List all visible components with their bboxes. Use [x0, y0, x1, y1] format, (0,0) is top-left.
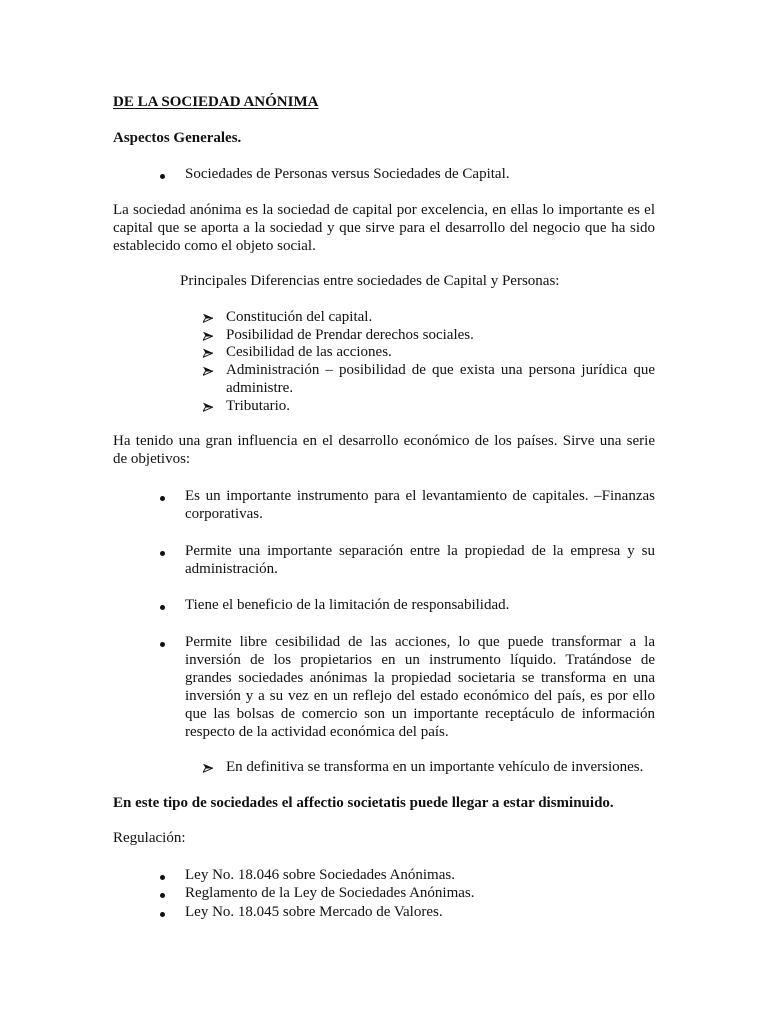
paragraph-line: Ha tenido una gran influencia en el desarrollo económico de los países. Sirve una serie [113, 433, 655, 449]
item-text: Ley No. 18.046 sobre Sociedades Anónimas. [185, 867, 455, 883]
arrow-bullet-icon [203, 763, 213, 773]
item-text: Ley No. 18.045 sobre Mercado de Valores. [185, 904, 443, 920]
item-text: En definitiva se transforma en un importante vehículo de inversiones. [226, 759, 644, 775]
arrow-bullet-icon [203, 348, 213, 358]
item-text: Permite libre cesibilidad de las acciones, lo que puede transformar a la [185, 634, 655, 650]
item-text: Posibilidad de Prendar derechos sociales. [226, 327, 474, 343]
arrow-bullet-icon [203, 313, 213, 323]
item-text: respecto de la actividad económica del país. [185, 723, 449, 740]
paragraph-line: de objetivos: [113, 450, 191, 467]
paragraph-influence [113, 433, 655, 469]
objective-item [185, 543, 655, 579]
paragraph-line: capital que se aporta a la sociedad y que sirve para el desarrollo del negocio que ha sido [113, 219, 655, 236]
bullet-dot-icon [160, 496, 165, 501]
difference-item [226, 398, 655, 416]
item-text: Administración – posibilidad de que exista una persona jurídica que [226, 362, 655, 378]
item-text: Tributario. [226, 398, 291, 414]
item-text: inversión y a su vez en un reflejo del estado económico del país, es por ello [185, 687, 655, 704]
item-text: inversión de los propietarios en un instrumento líquido. Tratándose de [185, 651, 655, 668]
regulation-item [185, 885, 655, 903]
paragraph-capital [113, 202, 655, 256]
item-text: Es un importante instrumento para el levantamiento de capitales. –Finanzas [185, 488, 655, 504]
arrow-bullet-icon [203, 331, 213, 341]
item-text: grandes sociedades anónimas la propiedad societaria se transforma en una [185, 669, 655, 686]
objective-item [185, 488, 655, 524]
differences-heading: Principales Diferencias entre sociedades de Capital y Personas: [180, 273, 560, 289]
difference-item [226, 344, 655, 362]
item-text: Sociedades de Personas versus Sociedades de Capital. [185, 166, 510, 182]
regulation-heading: Regulación: [113, 830, 186, 846]
intro-bullet-item [185, 166, 655, 184]
arrow-bullet-icon [203, 402, 213, 412]
arrow-bullet-icon [203, 366, 213, 376]
bullet-dot-icon [160, 174, 165, 179]
regulation-item [185, 904, 655, 922]
item-text: administración. [185, 560, 278, 577]
paragraph-line: La sociedad anónima es la sociedad de capital por excelencia, en ellas lo importante es el [113, 202, 655, 218]
regulation-item [185, 867, 655, 885]
item-text: Constitución del capital. [226, 309, 373, 325]
document-title: DE LA SOCIEDAD ANÓNIMA [113, 94, 319, 110]
difference-item [226, 327, 655, 345]
item-text: administre. [226, 379, 294, 396]
item-text: que las bolsas de comercio son un importante receptáculo de información [185, 705, 655, 722]
section-heading: Aspectos Generales. [113, 130, 242, 146]
objective-item [185, 634, 655, 741]
paragraph-line: establecido como el objeto social. [113, 237, 316, 254]
item-text: corporativas. [185, 505, 263, 522]
bullet-dot-icon [160, 875, 165, 880]
bullet-dot-icon [160, 642, 165, 647]
item-text: Cesibilidad de las acciones. [226, 344, 392, 360]
item-text: Permite una importante separación entre la propiedad de la empresa y su [185, 543, 655, 559]
difference-item [226, 309, 655, 327]
item-text: Reglamento de la Ley de Sociedades Anónimas. [185, 885, 475, 901]
objective-item [185, 597, 655, 615]
bullet-dot-icon [160, 551, 165, 556]
bullet-dot-icon [160, 912, 165, 917]
affectio-note: En este tipo de sociedades el affectio societatis puede llegar a estar disminuido. [113, 795, 614, 811]
item-text: Tiene el beneficio de la limitación de responsabilidad. [185, 597, 510, 613]
difference-item [226, 362, 655, 398]
bullet-dot-icon [160, 893, 165, 898]
objectives-conclusion-item [226, 759, 655, 777]
bullet-dot-icon [160, 605, 165, 610]
